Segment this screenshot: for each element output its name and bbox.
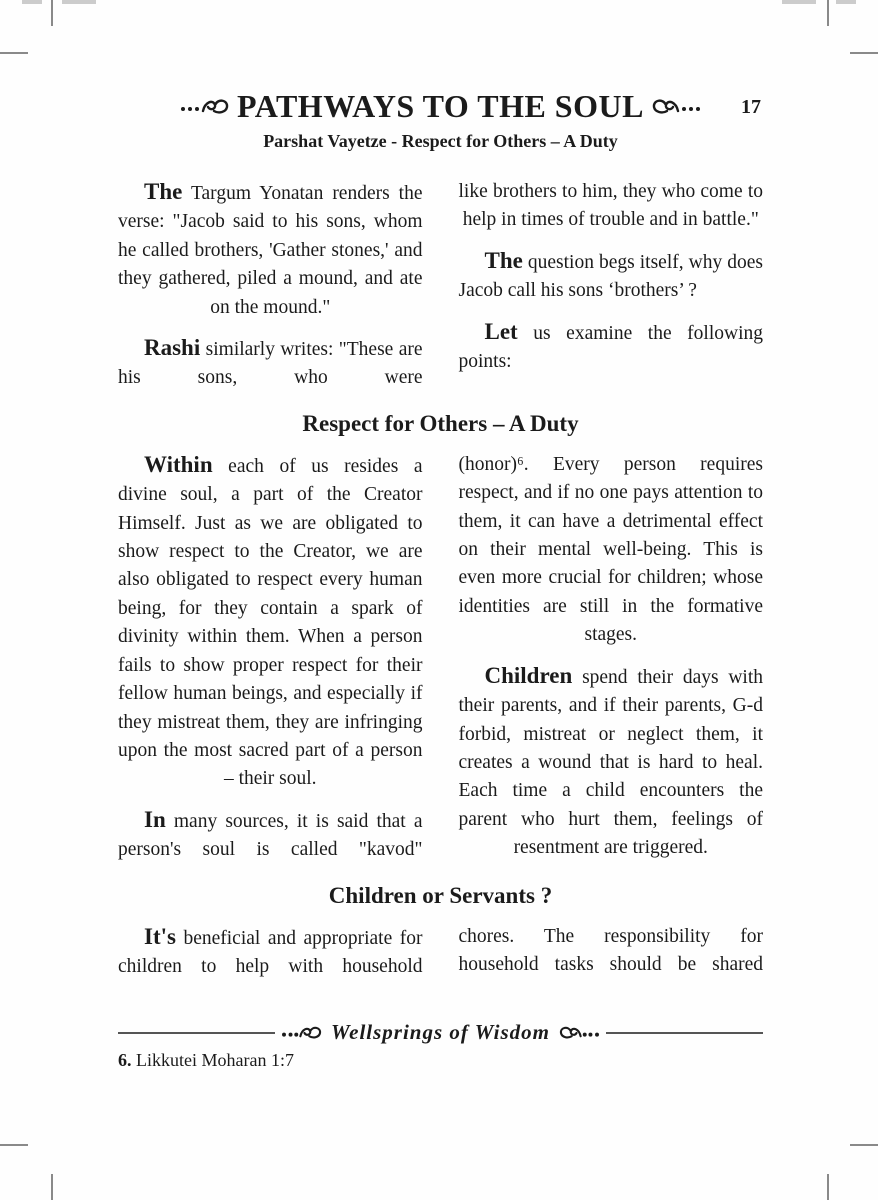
section1-columns [118,451,763,865]
column-left [118,451,423,865]
paragraph [459,247,764,306]
flourish-icon [557,1024,601,1042]
page-edge-mark [782,0,816,4]
page-subtitle: Parshat Vayetze - Respect for Others – A Duty [263,131,618,151]
paragraph-text: Targum Yonatan renders the verse: "Jacob said to his sons, whom he called brothers, 'Gather stones,' and they gathered, piled a mound, and ate on the mound." [118,183,423,318]
crop-mark [850,1144,878,1146]
footer-banner [118,1020,763,1045]
paragraph-lead: The [144,179,183,204]
crop-mark [0,52,28,54]
paragraph-lead: Children [484,662,573,688]
paragraph [459,451,764,650]
footnote [118,1050,763,1071]
paragraph [459,178,764,235]
paragraph-text: many sources, it is said that a person's soul is called "kavod" [118,810,423,861]
paragraph [118,923,423,982]
crop-mark [827,1174,829,1200]
flourish-icon [650,96,702,118]
paragraph-text: similarly writes: "These are his sons, who were [118,339,423,389]
paragraph [118,334,423,393]
footer-rule [606,1032,763,1034]
intro-columns [118,178,763,393]
column-right [459,923,764,982]
column-left [118,178,423,393]
paragraph-text: us examine the following points: [458,322,763,373]
page-header [118,88,763,125]
page-edge-mark [62,0,96,4]
page-edge-mark [22,0,42,4]
crop-mark [51,1174,53,1200]
footer-banner-text: Wellsprings of Wisdom [331,1020,550,1044]
section-heading: Respect for Others – A Duty [302,410,579,436]
paragraph-lead: Rashi [144,335,201,361]
paragraph-text: spend their days with their parents, and if their parents, G-d forbid, mistreat or neglect them, it creates a wound that is hard to heal. Each time a child encounters the parent who hurt them, feelings of resentment are triggered. [458,666,764,859]
page-edge-mark [836,0,856,4]
paragraph-text: like brothers to him, they who come to help in times of trouble and in battle." [458,181,763,231]
page-number: 17 [741,96,761,118]
crop-mark [51,0,53,26]
flourish-icon [280,1024,324,1042]
section-heading: Children or Servants ? [328,882,553,908]
paragraph-lead: The [484,247,523,273]
paragraph [459,923,764,980]
section2-columns [118,923,763,982]
paragraph-text: question begs itself, why does Jacob call his sons ‘brothers’ ? [458,251,764,302]
column-right [459,178,764,393]
paragraph [459,662,764,863]
page-content [118,88,763,981]
paragraph-lead: Let [484,318,518,344]
paragraph-lead: In [144,806,166,832]
flourish-icon [179,96,231,118]
footnote-number: 6. [118,1050,132,1070]
paragraph [118,451,423,794]
paragraph-lead: It's [144,923,176,949]
paragraph-text: (honor)⁶. Every person requires respect, and if no one pays attention to them, it can have a detrimental effect on their mental well-being. This is even more crucial for children; whose identities are still in the formative stages. [458,453,763,646]
footer-rule [118,1032,275,1034]
crop-mark [0,1144,28,1146]
paragraph-text: chores. The responsibility for household tasks should be shared [458,925,763,975]
paragraph-text: each of us resides a divine soul, a part of the Creator Himself. Just as we are obligated to show respect to the Creator, we are also obligated to respect every human being, for they contain a spark of divinity within them. When a person fails to show proper respect for their fellow human beings, and especially if they mistreat them, they are infringing upon the most sacred part of a person – their soul. [118,455,423,790]
paragraph-lead: Within [144,451,213,477]
paragraph [118,178,423,322]
crop-mark [827,0,829,26]
column-right [459,451,764,865]
footnote-text: Likkutei Moharan 1:7 [136,1050,294,1070]
page-title: PATHWAYS TO THE SOUL [237,88,644,124]
crop-mark [850,52,878,54]
paragraph [459,318,764,377]
paragraph [118,806,423,865]
column-left [118,923,423,982]
paragraph-text: beneficial and appropriate for children to help with household [118,927,423,977]
